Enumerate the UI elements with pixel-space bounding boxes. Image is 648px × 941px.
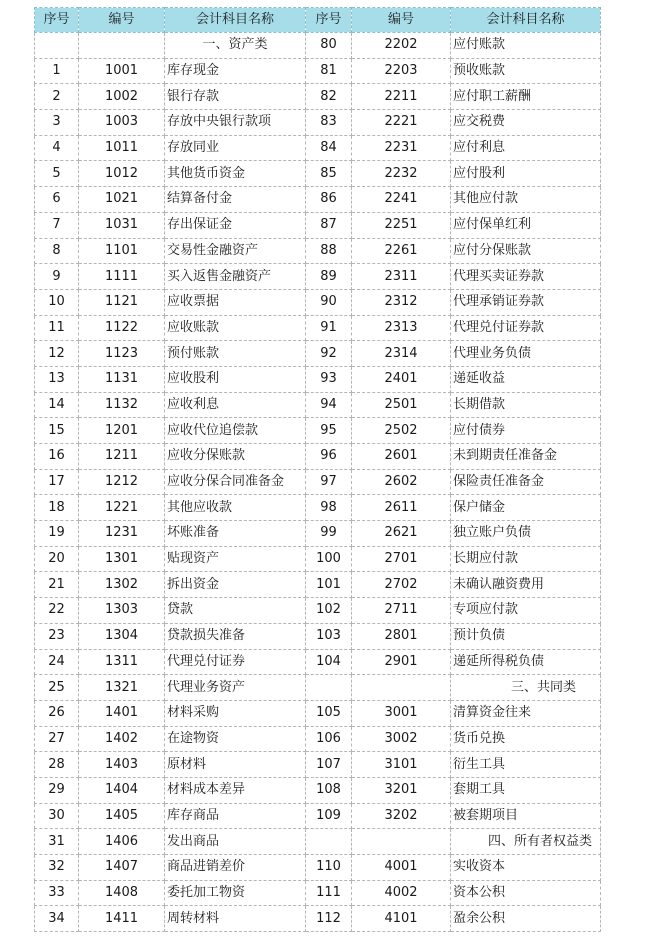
cell-name-right: 长期应付款 — [451, 546, 601, 572]
table-row — [35, 33, 601, 59]
cell-seq-right: 98 — [306, 495, 352, 521]
cell-seq-left: 14 — [35, 392, 79, 418]
table-row — [35, 238, 601, 264]
cell-code-left: 1021 — [79, 187, 165, 213]
cell-code-left — [79, 33, 165, 59]
cell-code-right: 2621 — [352, 521, 451, 547]
cell-code-left: 1201 — [79, 418, 165, 444]
cell-seq-left: 2 — [35, 84, 79, 110]
cell-code-right: 3201 — [352, 777, 451, 803]
table-row — [35, 880, 601, 906]
table-row — [35, 495, 601, 521]
cell-seq-left: 8 — [35, 238, 79, 264]
cell-name-left: 贷款 — [165, 598, 306, 624]
cell-name-right: 未确认融资费用 — [451, 572, 601, 598]
cell-seq-left: 20 — [35, 546, 79, 572]
cell-seq-left: 32 — [35, 855, 79, 881]
cell-seq-right: 101 — [306, 572, 352, 598]
cell-seq-left: 12 — [35, 341, 79, 367]
cell-name-right: 独立账户负债 — [451, 521, 601, 547]
cell-code-left: 1031 — [79, 212, 165, 238]
cell-seq-right: 94 — [306, 392, 352, 418]
cell-code-right: 3001 — [352, 700, 451, 726]
cell-code-right: 2251 — [352, 212, 451, 238]
cell-code-left: 1321 — [79, 675, 165, 701]
cell-seq-right: 84 — [306, 135, 352, 161]
cell-name-left: 周转材料 — [165, 906, 306, 932]
cell-seq-left: 29 — [35, 777, 79, 803]
cell-code-right: 4002 — [352, 880, 451, 906]
cell-seq-left: 4 — [35, 135, 79, 161]
cell-seq-right: 86 — [306, 187, 352, 213]
cell-name-left: 发出商品 — [165, 829, 306, 855]
cell-name-left: 应收股利 — [165, 366, 306, 392]
cell-name-left: 贴现资产 — [165, 546, 306, 572]
header-row — [35, 8, 601, 33]
cell-name-right: 衍生工具 — [451, 752, 601, 778]
cell-name-left: 其他应收款 — [165, 495, 306, 521]
cell-name-right: 盈余公积 — [451, 906, 601, 932]
cell-name-left: 应收分保账款 — [165, 444, 306, 470]
cell-name-left: 应收票据 — [165, 289, 306, 315]
cell-name-left: 应收账款 — [165, 315, 306, 341]
cell-name-left: 商品进销差价 — [165, 855, 306, 881]
cell-seq-left: 1 — [35, 58, 79, 84]
cell-code-right: 2801 — [352, 623, 451, 649]
cell-name-left: 应收代位追偿款 — [165, 418, 306, 444]
cell-name-left: 坏账准备 — [165, 521, 306, 547]
cell-code-right — [352, 675, 451, 701]
cell-name-left: 存放中央银行款项 — [165, 110, 306, 136]
cell-seq-left: 22 — [35, 598, 79, 624]
table-row — [35, 906, 601, 932]
cell-seq-left: 9 — [35, 264, 79, 290]
cell-seq-left: 5 — [35, 161, 79, 187]
cell-name-right: 货币兑换 — [451, 726, 601, 752]
cell-name-right: 资本公积 — [451, 880, 601, 906]
cell-seq-right: 106 — [306, 726, 352, 752]
table-row — [35, 675, 601, 701]
cell-code-right: 2501 — [352, 392, 451, 418]
cell-code-right: 2211 — [352, 84, 451, 110]
cell-name-right: 应交税费 — [451, 110, 601, 136]
cell-code-left: 1401 — [79, 700, 165, 726]
cell-name-left: 买入返售金融资产 — [165, 264, 306, 290]
cell-code-right: 3002 — [352, 726, 451, 752]
cell-code-right: 2232 — [352, 161, 451, 187]
cell-code-right: 4001 — [352, 855, 451, 881]
cell-seq-left: 15 — [35, 418, 79, 444]
table-row — [35, 598, 601, 624]
cell-name-left: 原材料 — [165, 752, 306, 778]
cell-seq-right — [306, 829, 352, 855]
cell-name-right: 清算资金往来 — [451, 700, 601, 726]
cell-name-right: 代理承销证券款 — [451, 289, 601, 315]
cell-name-right: 预收账款 — [451, 58, 601, 84]
cell-code-left: 1101 — [79, 238, 165, 264]
table-row — [35, 315, 601, 341]
cell-code-left: 1011 — [79, 135, 165, 161]
cell-seq-right: 82 — [306, 84, 352, 110]
header-code-left: 编号 — [79, 8, 165, 33]
cell-name-right: 保户储金 — [451, 495, 601, 521]
cell-name-right: 应付账款 — [451, 33, 601, 59]
cell-name-left: 结算备付金 — [165, 187, 306, 213]
cell-name-right: 代理业务负债 — [451, 341, 601, 367]
table-row — [35, 84, 601, 110]
cell-name-right: 应付分保账款 — [451, 238, 601, 264]
cell-code-right: 3101 — [352, 752, 451, 778]
cell-seq-left — [35, 33, 79, 59]
cell-seq-left: 33 — [35, 880, 79, 906]
cell-code-left: 1408 — [79, 880, 165, 906]
table-row — [35, 726, 601, 752]
cell-seq-left: 13 — [35, 366, 79, 392]
cell-name-left: 库存商品 — [165, 803, 306, 829]
header-code-right: 编号 — [352, 8, 451, 33]
cell-code-right: 2502 — [352, 418, 451, 444]
cell-code-right: 3202 — [352, 803, 451, 829]
cell-seq-left: 27 — [35, 726, 79, 752]
cell-name-left: 银行存款 — [165, 84, 306, 110]
cell-code-left: 1123 — [79, 341, 165, 367]
cell-seq-right: 88 — [306, 238, 352, 264]
table-row — [35, 135, 601, 161]
cell-code-left: 1001 — [79, 58, 165, 84]
cell-name-right: 专项应付款 — [451, 598, 601, 624]
header-seq-left: 序号 — [35, 8, 79, 33]
cell-name-right: 应付利息 — [451, 135, 601, 161]
table-row — [35, 829, 601, 855]
cell-seq-right: 87 — [306, 212, 352, 238]
cell-name-left: 在途物资 — [165, 726, 306, 752]
cell-seq-right: 83 — [306, 110, 352, 136]
table-row — [35, 777, 601, 803]
table-row — [35, 161, 601, 187]
cell-code-left: 1003 — [79, 110, 165, 136]
cell-code-left: 1304 — [79, 623, 165, 649]
cell-name-right: 被套期项目 — [451, 803, 601, 829]
cell-seq-left: 3 — [35, 110, 79, 136]
cell-code-right: 2901 — [352, 649, 451, 675]
cell-seq-right: 80 — [306, 33, 352, 59]
table-row — [35, 341, 601, 367]
cell-code-left: 1403 — [79, 752, 165, 778]
cell-code-right: 4101 — [352, 906, 451, 932]
cell-name-right: 套期工具 — [451, 777, 601, 803]
table-row — [35, 855, 601, 881]
cell-code-right: 2261 — [352, 238, 451, 264]
table-row — [35, 803, 601, 829]
cell-name-right: 其他应付款 — [451, 187, 601, 213]
cell-code-right: 2701 — [352, 546, 451, 572]
cell-name-left: 预付账款 — [165, 341, 306, 367]
header-name-left: 会计科目名称 — [165, 8, 306, 33]
cell-seq-left: 7 — [35, 212, 79, 238]
cell-name-right: 保险责任准备金 — [451, 469, 601, 495]
cell-code-left: 1121 — [79, 289, 165, 315]
table-row — [35, 546, 601, 572]
cell-seq-right: 96 — [306, 444, 352, 470]
cell-seq-left: 11 — [35, 315, 79, 341]
cell-seq-left: 17 — [35, 469, 79, 495]
cell-name-right: 应付股利 — [451, 161, 601, 187]
cell-seq-left: 23 — [35, 623, 79, 649]
cell-name-left: 委托加工物资 — [165, 880, 306, 906]
cell-code-left: 1212 — [79, 469, 165, 495]
cell-code-left: 1407 — [79, 855, 165, 881]
cell-code-right: 2313 — [352, 315, 451, 341]
cell-name-left: 其他货币资金 — [165, 161, 306, 187]
cell-code-left: 1411 — [79, 906, 165, 932]
cell-name-right: 代理买卖证券款 — [451, 264, 601, 290]
cell-seq-right: 103 — [306, 623, 352, 649]
accounting-subjects-table-container — [34, 7, 600, 932]
cell-code-right: 2711 — [352, 598, 451, 624]
cell-code-left: 1111 — [79, 264, 165, 290]
cell-code-left: 1402 — [79, 726, 165, 752]
cell-seq-right: 92 — [306, 341, 352, 367]
cell-seq-right: 112 — [306, 906, 352, 932]
cell-code-left: 1122 — [79, 315, 165, 341]
table-row — [35, 469, 601, 495]
table-row — [35, 289, 601, 315]
cell-code-left: 1406 — [79, 829, 165, 855]
cell-code-right: 2601 — [352, 444, 451, 470]
cell-name-left: 代理兑付证券 — [165, 649, 306, 675]
cell-code-left: 1221 — [79, 495, 165, 521]
cell-code-right: 2311 — [352, 264, 451, 290]
cell-seq-right: 85 — [306, 161, 352, 187]
table-row — [35, 623, 601, 649]
cell-name-right: 递延收益 — [451, 366, 601, 392]
cell-seq-right: 110 — [306, 855, 352, 881]
cell-code-left: 1302 — [79, 572, 165, 598]
table-row — [35, 572, 601, 598]
table-row — [35, 418, 601, 444]
cell-name-left: 库存现金 — [165, 58, 306, 84]
cell-seq-right: 91 — [306, 315, 352, 341]
cell-seq-right: 97 — [306, 469, 352, 495]
cell-code-right: 2602 — [352, 469, 451, 495]
cell-code-right: 2702 — [352, 572, 451, 598]
cell-seq-right: 111 — [306, 880, 352, 906]
cell-name-left: 材料成本差异 — [165, 777, 306, 803]
cell-name-right: 递延所得税负债 — [451, 649, 601, 675]
cell-code-left: 1002 — [79, 84, 165, 110]
header-seq-right: 序号 — [306, 8, 352, 33]
cell-code-right: 2221 — [352, 110, 451, 136]
cell-seq-left: 10 — [35, 289, 79, 315]
cell-name-right: 代理兑付证券款 — [451, 315, 601, 341]
table-row — [35, 700, 601, 726]
cell-seq-right: 105 — [306, 700, 352, 726]
cell-name-left: 存放同业 — [165, 135, 306, 161]
cell-seq-right: 89 — [306, 264, 352, 290]
cell-code-right: 2314 — [352, 341, 451, 367]
table-row — [35, 187, 601, 213]
cell-seq-right: 100 — [306, 546, 352, 572]
category-heading: 一、资产类 — [165, 33, 306, 59]
cell-code-left: 1404 — [79, 777, 165, 803]
cell-seq-left: 6 — [35, 187, 79, 213]
cell-seq-right: 107 — [306, 752, 352, 778]
header-name-right: 会计科目名称 — [451, 8, 601, 33]
cell-code-right: 2611 — [352, 495, 451, 521]
cell-code-left: 1301 — [79, 546, 165, 572]
cell-code-right — [352, 829, 451, 855]
accounting-subjects-table — [34, 7, 601, 932]
cell-seq-left: 26 — [35, 700, 79, 726]
cell-seq-left: 25 — [35, 675, 79, 701]
cell-code-left: 1211 — [79, 444, 165, 470]
table-row — [35, 110, 601, 136]
cell-seq-right: 95 — [306, 418, 352, 444]
cell-code-left: 1131 — [79, 366, 165, 392]
table-row — [35, 212, 601, 238]
cell-name-left: 应收分保合同准备金 — [165, 469, 306, 495]
table-row — [35, 366, 601, 392]
table-row — [35, 521, 601, 547]
category-heading: 三、共同类 — [451, 675, 601, 701]
table-row — [35, 58, 601, 84]
cell-code-right: 2312 — [352, 289, 451, 315]
cell-seq-left: 21 — [35, 572, 79, 598]
cell-code-right: 2202 — [352, 33, 451, 59]
cell-name-left: 贷款损失准备 — [165, 623, 306, 649]
cell-code-left: 1311 — [79, 649, 165, 675]
cell-code-right: 2231 — [352, 135, 451, 161]
cell-seq-left: 30 — [35, 803, 79, 829]
cell-name-right: 实收资本 — [451, 855, 601, 881]
cell-code-left: 1132 — [79, 392, 165, 418]
table-row — [35, 264, 601, 290]
cell-name-right: 预计负债 — [451, 623, 601, 649]
cell-code-right: 2401 — [352, 366, 451, 392]
cell-name-right: 应付保单红利 — [451, 212, 601, 238]
cell-code-left: 1231 — [79, 521, 165, 547]
cell-seq-right — [306, 675, 352, 701]
cell-name-left: 交易性金融资产 — [165, 238, 306, 264]
cell-name-right: 长期借款 — [451, 392, 601, 418]
table-row — [35, 649, 601, 675]
cell-name-left: 材料采购 — [165, 700, 306, 726]
cell-seq-right: 109 — [306, 803, 352, 829]
table-row — [35, 752, 601, 778]
cell-seq-left: 31 — [35, 829, 79, 855]
cell-seq-right: 102 — [306, 598, 352, 624]
cell-name-left: 应收利息 — [165, 392, 306, 418]
table-row — [35, 444, 601, 470]
table-row — [35, 392, 601, 418]
category-heading: 四、所有者权益类 — [451, 829, 601, 855]
cell-name-right: 应付债券 — [451, 418, 601, 444]
cell-code-left: 1012 — [79, 161, 165, 187]
cell-seq-right: 81 — [306, 58, 352, 84]
cell-seq-right: 93 — [306, 366, 352, 392]
cell-seq-left: 19 — [35, 521, 79, 547]
cell-code-right: 2241 — [352, 187, 451, 213]
cell-seq-left: 24 — [35, 649, 79, 675]
cell-name-right: 未到期责任准备金 — [451, 444, 601, 470]
cell-code-right: 2203 — [352, 58, 451, 84]
cell-name-left: 拆出资金 — [165, 572, 306, 598]
cell-name-left: 代理业务资产 — [165, 675, 306, 701]
cell-name-right: 应付职工薪酬 — [451, 84, 601, 110]
cell-seq-right: 108 — [306, 777, 352, 803]
cell-code-left: 1405 — [79, 803, 165, 829]
cell-seq-right: 104 — [306, 649, 352, 675]
cell-code-left: 1303 — [79, 598, 165, 624]
cell-seq-left: 28 — [35, 752, 79, 778]
cell-seq-right: 90 — [306, 289, 352, 315]
table-body — [35, 33, 601, 932]
cell-seq-right: 99 — [306, 521, 352, 547]
cell-seq-left: 34 — [35, 906, 79, 932]
cell-seq-left: 16 — [35, 444, 79, 470]
cell-seq-left: 18 — [35, 495, 79, 521]
cell-name-left: 存出保证金 — [165, 212, 306, 238]
